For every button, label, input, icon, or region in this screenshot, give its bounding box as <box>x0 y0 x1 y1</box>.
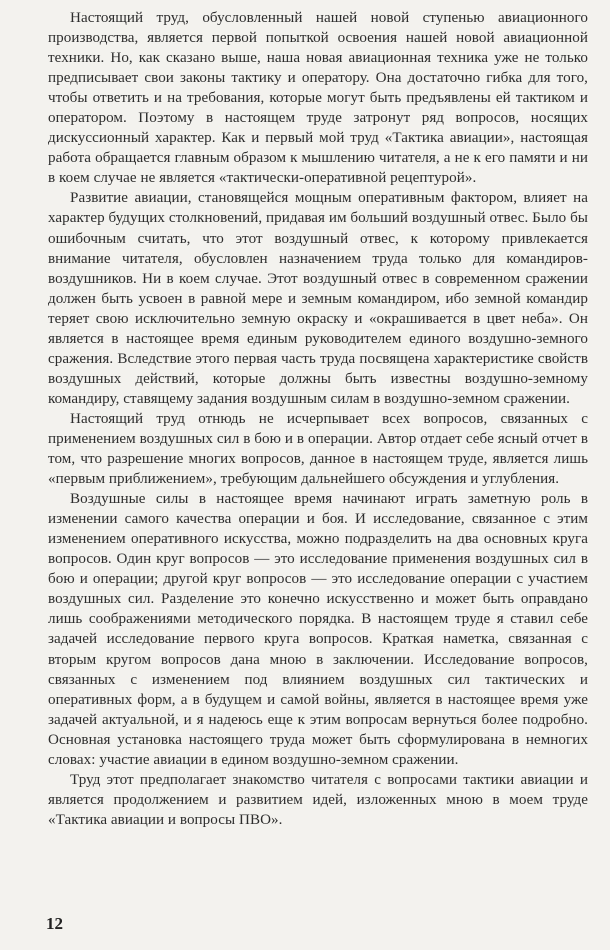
paragraph-1: Настоящий труд, обусловленный нашей новой ступенью авиационного производства, является первой попыткой освоения нашей новой авиационной техники. Но, как сказано выше, наша новая авиационная техника уже не только предписывает свои законы тактику и оператору. Она достаточно гибка для того, чтобы ответить и на требования, которые могут быть предъявлены ей тактиком и оператором. Поэтому в настоящем труде затронут ряд вопросов, носящих дискуссионный характер. Как и первый мой труд «Тактика авиации», настоящая работа обращается главным образом к мышлению читателя, а не к его памяти и ни в коем случае не является «тактически-оперативной рецептурой». <box>48 10 588 187</box>
body-text <box>48 8 588 830</box>
paragraph-4: Воздушные силы в настоящее время начинают играть заметную роль в изменении самого качества операции и боя. И исследование, связанное с этим изменением оперативного искусства, можно подразделить на два основных круга вопросов. Один круг вопросов — это исследование применения воздушных сил в бою и операции; другой круг вопросов — это исследование операции с участием воздушных сил. Разделение это конечно искусственно и может быть оправдано лишь соображениями методического порядка. В настоящем труде я ставил себе задачей исследование первого круга вопросов. Краткая наметка, связанная с вторым кругом вопросов дана мною в заключении. Исследование вопросов, связанных с изменением под влиянием воздушных сил тактических и оперативных форм, а в будущем и самой войны, является в настоящее время уже задачей актуальной, и я надеюсь еще к этим вопросам вернуться более подробно. Основная установка настоящего труда может быть сформулирована в немногих словах: участие авиации в едином воздушно-земном сражении. <box>48 491 588 768</box>
paragraph-3: Настоящий труд отнюдь не исчерпывает всех вопросов, связанных с применением воздушных сил в бою и в операции. Автор отдает себе ясный отчет в том, что разрешение многих вопросов, данное в настоящем труде, является лишь «первым приближением», требующим дальнейшего обсуждения и углубления. <box>48 410 588 488</box>
paragraph-2: Развитие авиации, становящейся мощным оперативным фактором, влияет на характер будущих столкновений, придавая им больший воздушный отвес. Было бы ошибочным считать, что этот воздушный отвес, к которому привлекается внимание читателя, обусловлен назначением труда только для командиров-воздушников. Ни в коем случае. Этот воздушный отвес в современном сражении должен быть усвоен в равной мере и земным командиром, ибо земной командир теряет свою исключительно земную окраску и «окрашивается в цвет неба». Он является в настоящее время единым руководителем единого воздушно-земного сражения. Вследствие этого первая часть труда посвящена характеристике свойств воздушных действий, которые должны быть известны воздушно-земному командиру, ставящему задания воздушным силам в воздушно-земном сражении. <box>48 190 588 407</box>
page-number: 12 <box>46 914 63 933</box>
paragraph-5: Труд этот предполагает знакомство читателя с вопросами тактики авиации и является продолжением и развитием идей, изложенных мною в моем труде «Тактика авиации и вопросы ПВО». <box>48 771 588 828</box>
